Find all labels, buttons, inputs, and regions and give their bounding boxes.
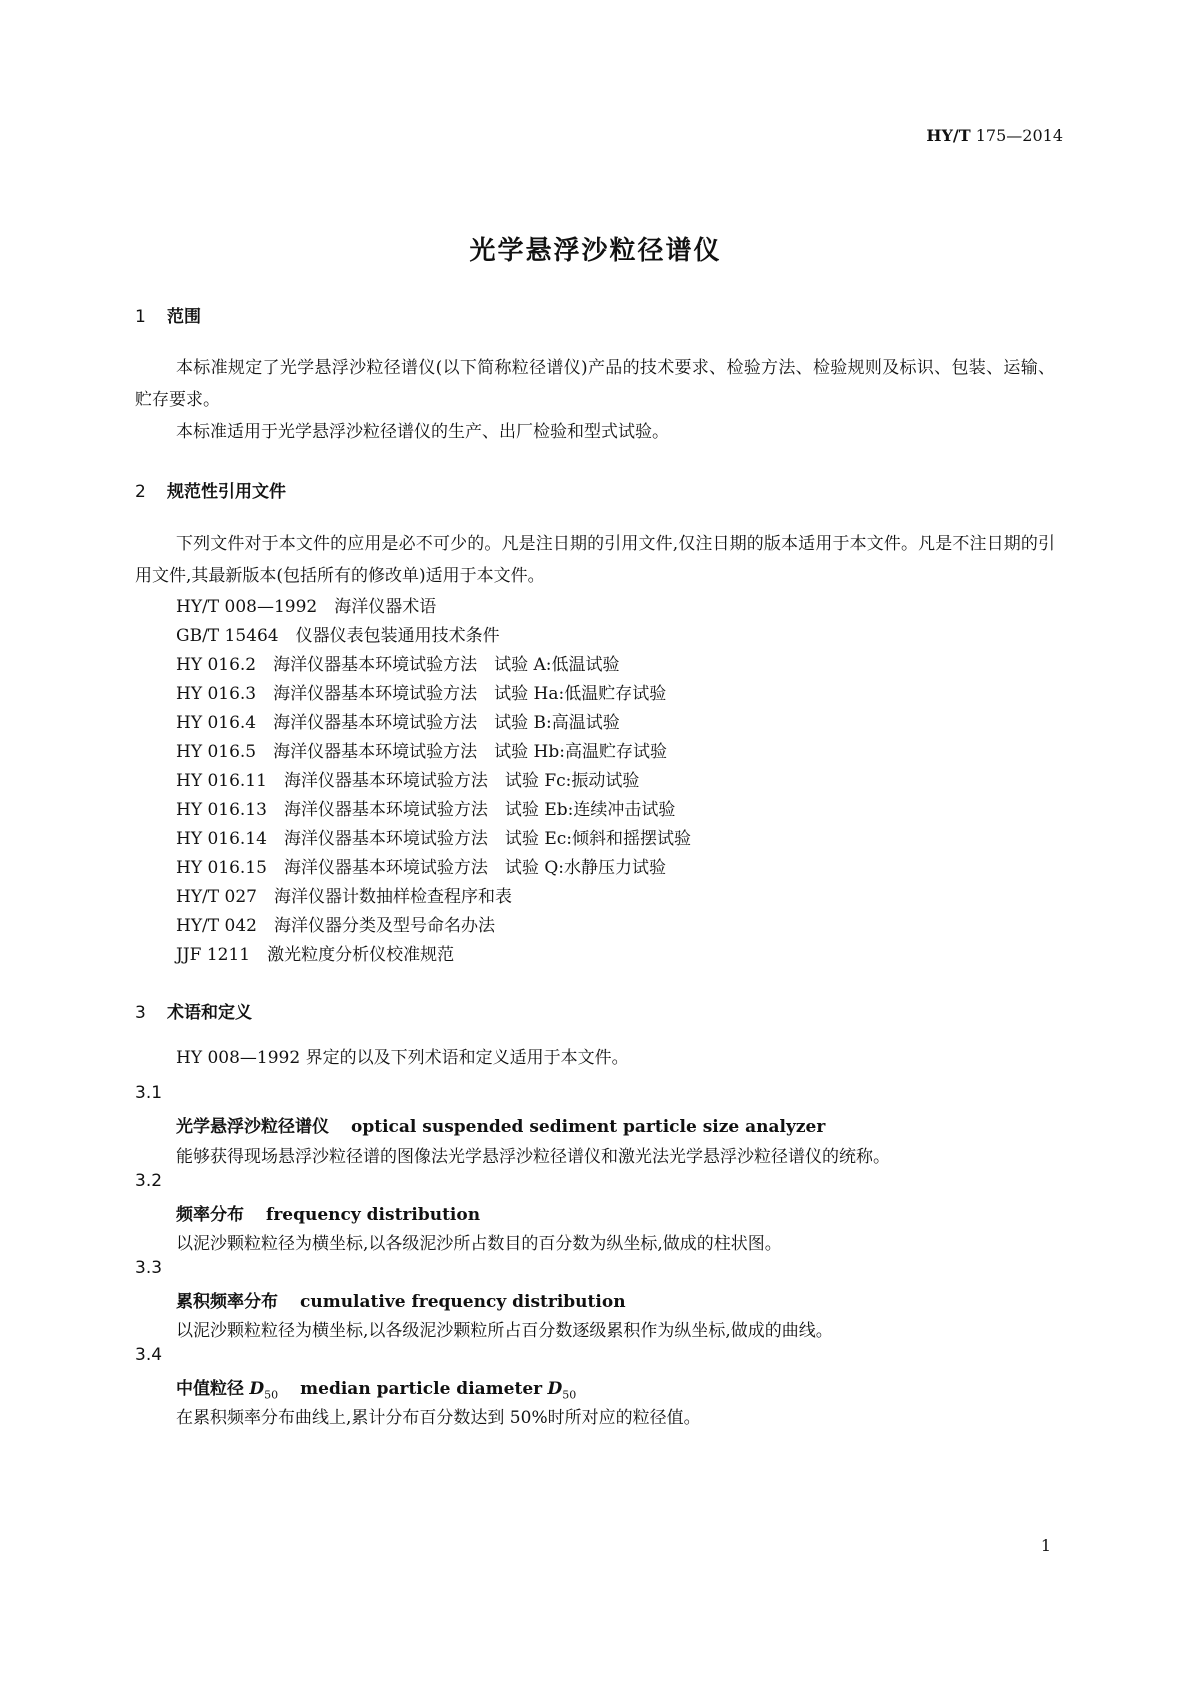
term-number: 3.1: [135, 1083, 163, 1103]
term-definition: 在累积频率分布曲线上,累计分布百分数达到 50%时所对应的粒径值。: [176, 1408, 701, 1428]
page-title: 光学悬浮沙粒径谱仪: [469, 236, 722, 266]
term-number: 3.2: [135, 1171, 163, 1191]
reference-item: HY 016.11 海洋仪器基本环境试验方法 试验 Fc:振动试验: [176, 771, 640, 791]
term-definition: 能够获得现场悬浮沙粒径谱的图像法光学悬浮沙粒径谱仪和激光法光学悬浮沙粒径谱仪的统称。: [176, 1147, 890, 1167]
paragraph: 本标准适用于光学悬浮沙粒径谱仪的生产、出厂检验和型式试验。: [176, 422, 669, 442]
term-definition: 以泥沙颗粒粒径为横坐标,以各级泥沙所占数目的百分数为纵坐标,做成的柱状图。: [176, 1234, 782, 1254]
reference-item: HY 016.5 海洋仪器基本环境试验方法 试验 Hb:高温贮存试验: [176, 742, 667, 762]
paragraph: HY 008—1992 界定的以及下列术语和定义适用于本文件。: [176, 1048, 629, 1068]
reference-item: HY 016.2 海洋仪器基本环境试验方法 试验 A:低温试验: [176, 655, 620, 675]
term-heading: 累积频率分布 cumulative frequency distribution: [176, 1292, 626, 1312]
reference-item: HY 016.13 海洋仪器基本环境试验方法 试验 Eb:连续冲击试验: [176, 800, 676, 820]
reference-item: GB/T 15464 仪器仪表包装通用技术条件: [176, 626, 500, 646]
reference-item: HY 016.14 海洋仪器基本环境试验方法 试验 Ec:倾斜和摇摆试验: [176, 829, 691, 849]
reference-item: HY/T 042 海洋仪器分类及型号命名办法: [176, 916, 495, 936]
term-definition: 以泥沙颗粒粒径为横坐标,以各级泥沙颗粒所占百分数逐级累积作为纵坐标,做成的曲线。: [176, 1321, 833, 1341]
reference-item: HY 016.15 海洋仪器基本环境试验方法 试验 Q:水静压力试验: [176, 858, 667, 878]
reference-item: JJF 1211 激光粒度分析仪校准规范: [176, 945, 455, 965]
term-number: 3.3: [135, 1258, 163, 1278]
section-heading-2: 2 规范性引用文件: [135, 482, 286, 502]
standard-code: HY/T 175—2014: [926, 126, 1063, 145]
term-heading: 频率分布 frequency distribution: [176, 1205, 481, 1225]
reference-item: HY/T 008—1992 海洋仪器术语: [176, 597, 437, 617]
section-heading-3: 3 术语和定义: [135, 1003, 252, 1023]
page-number: 1: [1040, 1536, 1051, 1555]
paragraph: 本标准规定了光学悬浮沙粒径谱仪(以下简称粒径谱仪)产品的技术要求、检验方法、检验规则及标识、包装、运输、贮存要求。: [135, 358, 1055, 410]
reference-item: HY 016.4 海洋仪器基本环境试验方法 试验 B:高温试验: [176, 713, 620, 733]
section-heading-1: 1 范围: [135, 307, 201, 327]
reference-item: HY 016.3 海洋仪器基本环境试验方法 试验 Ha:低温贮存试验: [176, 684, 667, 704]
term-number: 3.4: [135, 1345, 163, 1365]
term-heading: 中值粒径 $D_{50}$ median particle diameter $D_{50}$: [176, 1379, 577, 1402]
term-heading: 光学悬浮沙粒径谱仪 optical suspended sediment particle size analyzer: [176, 1117, 826, 1137]
paragraph: 下列文件对于本文件的应用是必不可少的。凡是注日期的引用文件,仅注日期的版本适用于本文件。凡是不注日期的引用文件,其最新版本(包括所有的修改单)适用于本文件。: [135, 534, 1055, 586]
reference-item: HY/T 027 海洋仪器计数抽样检查程序和表: [176, 887, 512, 907]
